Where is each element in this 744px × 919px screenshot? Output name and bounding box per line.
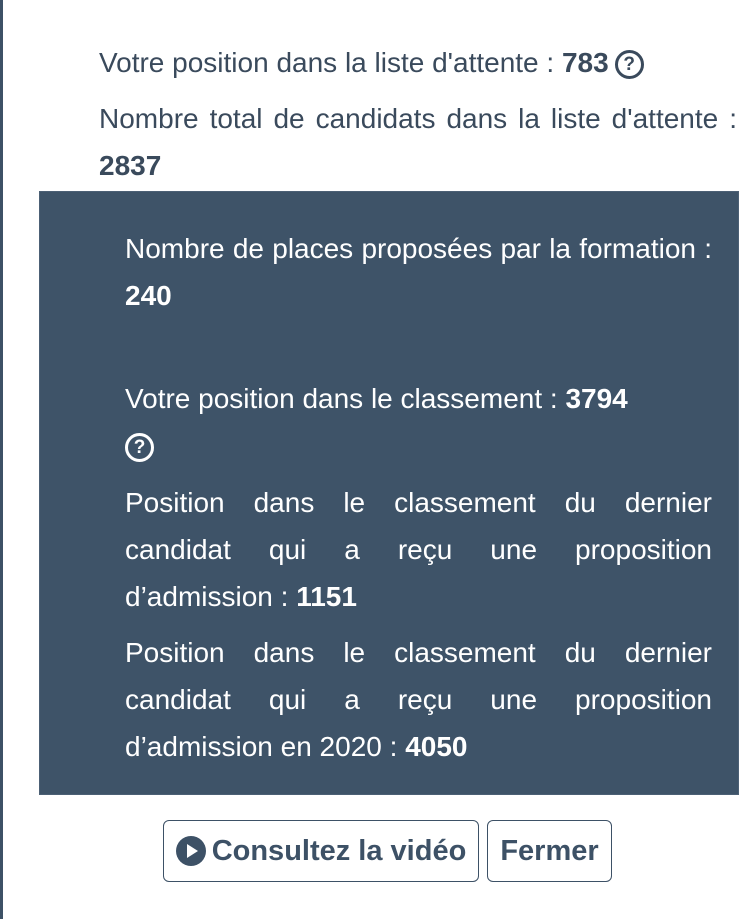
last-admitted-2020-position (125, 629, 712, 770)
waitlist-position-value: 783 (561, 47, 609, 78)
last-admitted-label: Position dans le classement du dernier candidat qui a reçu une proposition d’admission : (125, 487, 712, 612)
help-icon[interactable]: ? (615, 50, 644, 79)
places-offered (125, 225, 712, 319)
watch-video-label: Consultez la vidéo (211, 834, 467, 867)
places-label: Nombre de places proposées par la formation : (125, 233, 712, 264)
rank-value: 3794 (565, 383, 628, 414)
last-admitted-position (125, 479, 712, 620)
last-admitted-value: 1151 (296, 581, 357, 612)
help-icon[interactable]: ? (125, 433, 154, 462)
waitlist-total-value: 2837 (99, 150, 162, 181)
ranking-position (125, 375, 712, 469)
play-icon (176, 836, 206, 866)
last-admitted-2020-label: Position dans le classement du dernier candidat qui a reçu une proposition d’admission en 2020 : (125, 637, 712, 762)
rank-label: Votre position dans le classement : (125, 383, 566, 414)
waitlist-position-label: Votre position dans la liste d'attente : (99, 47, 562, 78)
close-button[interactable] (487, 820, 612, 882)
waitlist-total-label: Nombre total de candidats dans la liste d'attente : (99, 103, 737, 134)
left-border (0, 0, 3, 919)
last-admitted-2020-value: 4050 (405, 731, 468, 762)
close-label: Fermer (500, 834, 599, 867)
waitlist-position (99, 39, 737, 86)
places-value: 240 (125, 280, 172, 311)
waitlist-total (99, 95, 737, 189)
ranking-panel (39, 191, 739, 795)
watch-video-button[interactable] (163, 820, 479, 882)
